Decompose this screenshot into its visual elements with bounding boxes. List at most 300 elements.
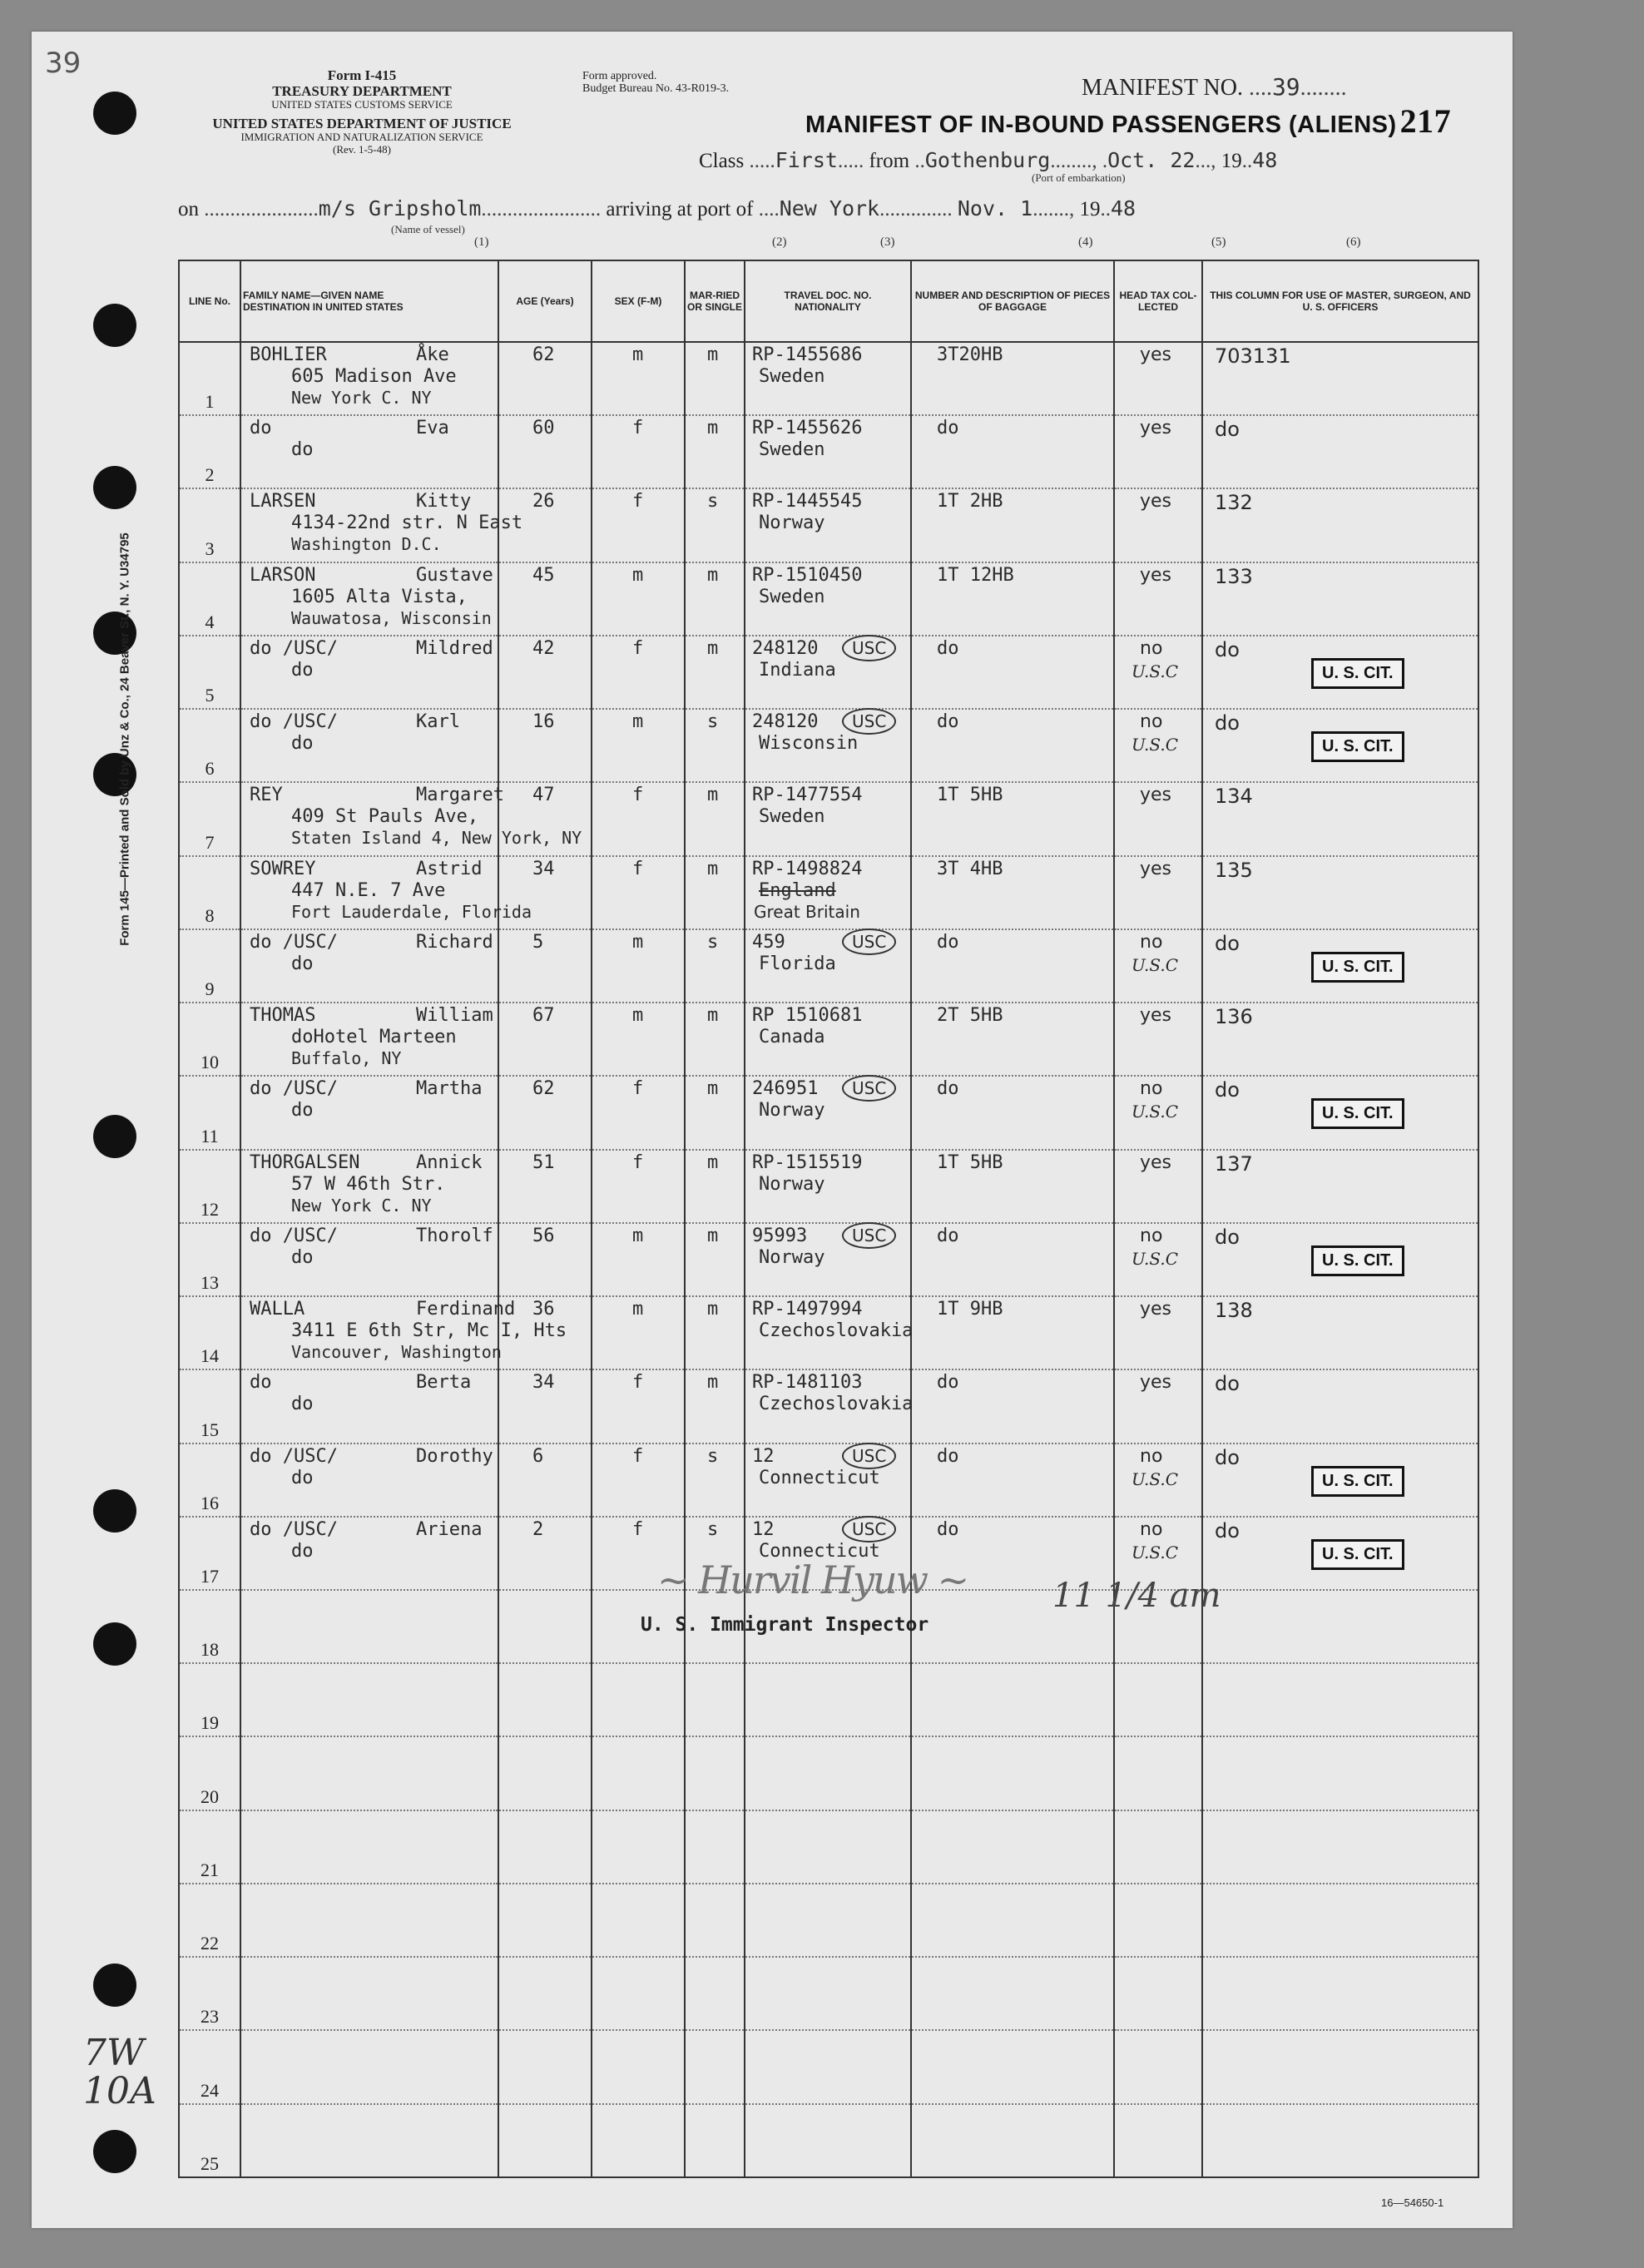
departure-year-prefix: 19	[1221, 150, 1242, 172]
line-number: 11	[201, 1125, 219, 1146]
head-tax-value: no	[1140, 931, 1163, 953]
age-value: 62	[532, 344, 555, 365]
name-destination-cell	[240, 636, 498, 709]
table-row	[179, 1150, 1478, 1223]
name-destination-cell	[240, 2030, 498, 2103]
line-number: 25	[201, 2153, 219, 2174]
head-tax-cell	[1114, 636, 1202, 709]
nationality: Norway	[759, 1173, 825, 1195]
line-number-cell	[179, 1003, 240, 1076]
travel-doc-number: RP-1497994	[752, 1299, 863, 1320]
married-cell	[685, 1369, 745, 1443]
side-printer-imprint: Form 145—Printed and Sold by Unz & Co., 24 Beaver St., N. Y. U34795	[117, 532, 132, 946]
table-row	[179, 415, 1478, 488]
baggage-value: do	[937, 418, 959, 439]
sex-value: f	[632, 637, 644, 659]
col-header-travel-doc: TRAVEL DOC. NO. NATIONALITY	[745, 260, 911, 342]
name-destination-cell	[240, 1076, 498, 1149]
nationality: Florida	[759, 953, 836, 974]
line-number: 24	[201, 2079, 219, 2101]
age-value: 26	[532, 491, 555, 513]
sex-cell	[592, 342, 685, 415]
officer-use-cell	[1202, 1736, 1478, 1810]
officer-value: 703131	[1215, 344, 1291, 368]
usc-circle-mark: USC	[842, 635, 896, 661]
married-cell	[685, 2104, 745, 2177]
given-name: Kitty	[416, 491, 472, 513]
baggage-cell	[911, 1003, 1114, 1076]
line-number-cell	[179, 1076, 240, 1149]
form-approved: Form approved.	[582, 70, 657, 82]
line-number-cell	[179, 636, 240, 709]
age-cell	[498, 1957, 592, 2030]
sex-cell	[592, 1150, 685, 1223]
head-tax-cell	[1114, 782, 1202, 855]
age-cell	[498, 1150, 592, 1223]
married-cell	[685, 1003, 745, 1076]
baggage-value: do	[937, 1445, 959, 1467]
line-number: 23	[201, 2006, 219, 2028]
column-number: (3)	[880, 235, 895, 249]
married-cell	[685, 1736, 745, 1810]
married-cell	[685, 1884, 745, 1957]
sex-cell	[592, 1736, 685, 1810]
sex-value: f	[632, 491, 644, 513]
family-name: BOHLIER	[250, 344, 327, 365]
table-row	[179, 1736, 1478, 1810]
usc-circle-mark: USC	[842, 1516, 896, 1543]
col-header-name: FAMILY NAME—GIVEN NAME DESTINATION IN UNITED STATES	[240, 260, 498, 342]
head-tax-value: no	[1140, 1518, 1163, 1540]
baggage-cell	[911, 1369, 1114, 1443]
line-number-cell	[179, 2104, 240, 2177]
married-cell	[685, 709, 745, 782]
age-cell	[498, 1443, 592, 1517]
line-number: 13	[201, 1272, 219, 1294]
line-number-cell	[179, 342, 240, 415]
table-row	[179, 2104, 1478, 2177]
column-number: (1)	[474, 235, 489, 249]
officer-value: 136	[1215, 1005, 1253, 1029]
table-row	[179, 1443, 1478, 1517]
sex-cell	[592, 562, 685, 636]
usc-circle-mark: USC	[842, 1222, 896, 1249]
head-tax-note: U.S.C	[1131, 661, 1179, 681]
officer-use-cell	[1202, 929, 1478, 1003]
baggage-cell	[911, 1150, 1114, 1223]
line-number: 8	[205, 904, 215, 926]
given-name: Dorothy	[416, 1445, 493, 1467]
age-cell	[498, 342, 592, 415]
sex-cell	[592, 1663, 685, 1736]
destination-line-1: 1605 Alta Vista,	[291, 586, 468, 607]
baggage-cell	[911, 1663, 1114, 1736]
family-name: LARSON	[250, 564, 316, 586]
head-tax-cell	[1114, 2030, 1202, 2103]
family-name: do /USC/	[250, 1078, 338, 1100]
column-number: (5)	[1211, 235, 1226, 249]
family-name: SOWREY	[250, 858, 316, 879]
table-row	[179, 2030, 1478, 2103]
travel-doc-cell	[745, 1663, 911, 1736]
travel-doc-cell	[745, 2104, 911, 2177]
married-cell	[685, 562, 745, 636]
name-destination-cell	[240, 1663, 498, 1736]
head-tax-value: no	[1140, 1225, 1163, 1246]
head-tax-cell	[1114, 2104, 1202, 2177]
destination-line-1: do	[291, 1100, 314, 1122]
col-header-officers: THIS COLUMN FOR USE OF MASTER, SURGEON, AND U. S. OFFICERS	[1202, 260, 1478, 342]
head-tax-note: U.S.C	[1131, 1102, 1179, 1122]
manifest-title-number: 217	[1399, 102, 1452, 140]
travel-doc-cell	[745, 1736, 911, 1810]
sex-value: f	[632, 785, 644, 806]
line-number: 22	[201, 1933, 219, 1954]
baggage-cell	[911, 2030, 1114, 2103]
line-number: 21	[201, 1859, 219, 1880]
head-tax-cell	[1114, 1736, 1202, 1810]
class-line: Class .....First..... from ..Gothenburg........, .Oct. 22..., 19..48	[699, 148, 1278, 172]
head-tax-note: U.S.C	[1131, 735, 1179, 755]
officer-value: do	[1215, 931, 1240, 955]
married-cell	[685, 1223, 745, 1296]
sex-cell	[592, 2030, 685, 2103]
given-name: William	[416, 1005, 493, 1027]
married-value: m	[707, 1151, 719, 1173]
baggage-cell	[911, 1296, 1114, 1369]
head-tax-value: no	[1140, 711, 1163, 733]
family-name: do /USC/	[250, 1518, 338, 1540]
family-name: THORGALSEN	[250, 1151, 360, 1173]
married-cell	[685, 1957, 745, 2030]
age-cell	[498, 562, 592, 636]
travel-doc-cell	[745, 636, 911, 709]
officer-use-cell	[1202, 636, 1478, 709]
married-value: m	[707, 418, 719, 439]
age-value: 47	[532, 785, 555, 806]
destination-line-1: 447 N.E. 7 Ave	[291, 879, 446, 901]
baggage-value: do	[937, 637, 959, 659]
given-name: Åke	[416, 344, 449, 365]
name-destination-cell	[240, 2104, 498, 2177]
line-number: 4	[205, 611, 215, 632]
sex-value: f	[632, 858, 644, 879]
officer-use-cell	[1202, 488, 1478, 562]
travel-doc-cell	[745, 488, 911, 562]
col-header-line: LINE No.	[179, 260, 240, 342]
departure-year: 48	[1252, 148, 1278, 172]
baggage-cell	[911, 342, 1114, 415]
head-tax-cell	[1114, 1296, 1202, 1369]
travel-doc-number: 12	[752, 1518, 775, 1540]
age-cell	[498, 1736, 592, 1810]
baggage-cell	[911, 1810, 1114, 1884]
age-cell	[498, 1810, 592, 1884]
head-tax-note: U.S.C	[1131, 1248, 1179, 1269]
line-number-cell	[179, 1443, 240, 1517]
destination-line-2: Buffalo, NY	[291, 1048, 402, 1069]
officer-use-cell	[1202, 1223, 1478, 1296]
line-number-cell	[179, 1590, 240, 1663]
table-row	[179, 1663, 1478, 1736]
age-value: 56	[532, 1225, 555, 1246]
punch-hole	[93, 1622, 136, 1666]
travel-doc-cell	[745, 1003, 911, 1076]
baggage-cell	[911, 1957, 1114, 2030]
baggage-value: do	[937, 1078, 959, 1100]
officer-use-cell	[1202, 1443, 1478, 1517]
age-cell	[498, 488, 592, 562]
travel-doc-number: 246951	[752, 1078, 819, 1100]
officer-use-cell	[1202, 562, 1478, 636]
destination-line-2: New York C. NY	[291, 1195, 432, 1216]
given-name: Mildred	[416, 637, 493, 659]
destination-line-1: 4134-22nd str. N East	[291, 513, 523, 534]
vessel-caption: (Name of vessel)	[391, 223, 465, 235]
line-number: 2	[205, 464, 215, 486]
baggage-value: do	[937, 711, 959, 733]
sex-cell	[592, 1076, 685, 1149]
age-value: 60	[532, 418, 555, 439]
line-number: 20	[201, 1785, 219, 1807]
given-name: Berta	[416, 1372, 472, 1394]
sex-value: f	[632, 1518, 644, 1540]
nationality: Wisconsin	[759, 733, 859, 755]
given-name: Ferdinand	[416, 1299, 516, 1320]
sex-cell	[592, 415, 685, 488]
from-label: from	[869, 150, 910, 172]
destination-line-2: Fort Lauderdale, Florida	[291, 901, 532, 922]
nationality: Sweden	[759, 439, 825, 461]
married-cell	[685, 342, 745, 415]
age-cell	[498, 782, 592, 855]
age-cell	[498, 1003, 592, 1076]
baggage-cell	[911, 929, 1114, 1003]
name-destination-cell	[240, 1369, 498, 1443]
sex-value: m	[632, 1299, 644, 1320]
nationality: Sweden	[759, 366, 825, 387]
age-cell	[498, 1884, 592, 1957]
head-tax-cell	[1114, 929, 1202, 1003]
married-cell	[685, 1150, 745, 1223]
officer-value: do	[1215, 418, 1240, 442]
travel-doc-cell	[745, 929, 911, 1003]
destination-line-1: 3411 E 6th Str, Mc I, Hts	[291, 1320, 567, 1342]
line-number: 15	[201, 1419, 219, 1440]
baggage-cell	[911, 2104, 1114, 2177]
travel-doc-cell	[745, 1223, 911, 1296]
nationality: Sweden	[759, 806, 825, 828]
officer-value: do	[1215, 1445, 1240, 1469]
officer-value: 133	[1215, 564, 1253, 588]
officer-use-cell	[1202, 2104, 1478, 2177]
travel-doc-number: RP-1498824	[752, 858, 863, 879]
nationality: Norway	[759, 513, 825, 534]
column-number: (4)	[1078, 235, 1093, 249]
destination-line-2: Vancouver, Washington	[291, 1342, 502, 1363]
given-name: Gustave	[416, 564, 493, 586]
baggage-cell	[911, 1076, 1114, 1149]
sex-cell	[592, 636, 685, 709]
travel-doc-number: 248120	[752, 711, 819, 733]
baggage-value: 1T 12HB	[937, 564, 1014, 586]
officer-value: do	[1215, 637, 1240, 661]
arriving-label: arriving at port of	[606, 198, 754, 220]
sex-cell	[592, 1810, 685, 1884]
ins-agency: IMMIGRATION AND NATURALIZATION SERVICE	[240, 131, 483, 144]
line-number-cell	[179, 782, 240, 855]
destination-line-1: do	[291, 1246, 314, 1268]
married-value: m	[707, 564, 719, 586]
officer-use-cell	[1202, 709, 1478, 782]
class-value: First	[775, 148, 838, 172]
given-name: Thorolf	[416, 1225, 493, 1246]
sex-cell	[592, 929, 685, 1003]
sex-cell	[592, 1369, 685, 1443]
travel-doc-number: RP-1481103	[752, 1372, 863, 1394]
head-tax-cell	[1114, 562, 1202, 636]
married-value: m	[707, 1005, 719, 1027]
officer-use-cell	[1202, 1369, 1478, 1443]
form-approval	[582, 70, 729, 96]
arrival-date: Nov. 1	[957, 196, 1033, 220]
name-destination-cell	[240, 1957, 498, 2030]
travel-doc-cell	[745, 2030, 911, 2103]
travel-doc-cell	[745, 1884, 911, 1957]
destination-line-2: Washington D.C.	[291, 534, 442, 555]
head-tax-cell	[1114, 415, 1202, 488]
line-number: 5	[205, 685, 215, 706]
us-citizen-stamp: U. S. CIT.	[1311, 1098, 1404, 1129]
name-destination-cell	[240, 342, 498, 415]
nationality: Czechoslovakia	[759, 1320, 914, 1342]
head-tax-cell	[1114, 342, 1202, 415]
nationality: Sweden	[759, 586, 825, 607]
travel-doc-number: RP 1510681	[752, 1005, 863, 1027]
age-cell	[498, 415, 592, 488]
baggage-cell	[911, 1223, 1114, 1296]
age-value: 34	[532, 1372, 555, 1394]
baggage-value: 1T 9HB	[937, 1299, 1003, 1320]
sex-value: f	[632, 1151, 644, 1173]
age-cell	[498, 1590, 592, 1663]
nationality-correction: Great Britain	[754, 901, 860, 922]
age-value: 51	[532, 1151, 555, 1173]
sex-value: m	[632, 564, 644, 586]
baggage-cell	[911, 782, 1114, 855]
table-row	[179, 1003, 1478, 1076]
officer-value: 137	[1215, 1151, 1253, 1176]
age-value: 5	[532, 931, 544, 953]
line-number-cell	[179, 1884, 240, 1957]
baggage-value: 2T 5HB	[937, 1005, 1003, 1027]
age-value: 45	[532, 564, 555, 586]
footer-code: 16—54650-1	[1381, 2196, 1444, 2209]
travel-doc-cell	[745, 1369, 914, 1443]
destination-line-1: 409 St Pauls Ave,	[291, 806, 479, 828]
line-number: 17	[201, 1565, 219, 1587]
treasury-dept: TREASURY DEPARTMENT	[272, 82, 452, 99]
married-value: s	[707, 491, 719, 513]
family-name: do /USC/	[250, 1445, 338, 1467]
married-cell	[685, 1076, 745, 1149]
travel-doc-number: RP-1515519	[752, 1151, 863, 1173]
age-value: 34	[532, 858, 555, 879]
married-value: m	[707, 858, 719, 879]
destination-line-1: doHotel Marteen	[291, 1027, 457, 1048]
married-cell	[685, 1296, 745, 1369]
form-revision: (Rev. 1-5-48)	[333, 142, 391, 156]
head-tax-cell	[1114, 709, 1202, 782]
line-number-cell	[179, 1223, 240, 1296]
table-row	[179, 636, 1478, 709]
punch-hole	[93, 1115, 136, 1158]
line-number: 19	[201, 1712, 219, 1734]
officer-use-cell	[1202, 856, 1478, 929]
vessel-name: m/s Gripsholm	[318, 196, 482, 220]
punch-hole	[93, 1489, 136, 1533]
travel-doc-number: RP-1510450	[752, 564, 863, 586]
destination-line-1: do	[291, 1394, 314, 1415]
passenger-table	[178, 260, 1479, 2178]
married-cell	[685, 1663, 745, 1736]
officer-value: do	[1215, 1518, 1240, 1543]
travel-doc-number: RP-1477554	[752, 785, 863, 806]
sex-value: m	[632, 1225, 644, 1246]
travel-doc-cell	[745, 709, 911, 782]
baggage-cell	[911, 415, 1114, 488]
col-header-married: MAR-RIED OR SINGLE	[685, 260, 745, 342]
col-header-age: AGE (Years)	[498, 260, 592, 342]
name-destination-cell	[240, 415, 498, 488]
travel-doc-number: RP-1455686	[752, 344, 863, 365]
line-number-cell	[179, 562, 240, 636]
officer-value: 132	[1215, 491, 1253, 515]
baggage-value: do	[937, 1372, 959, 1394]
baggage-cell	[911, 1736, 1114, 1810]
baggage-cell	[911, 488, 1114, 562]
baggage-cell	[911, 1884, 1114, 1957]
destination-line-1: do	[291, 439, 314, 461]
nationality: Czechoslovakia	[759, 1394, 914, 1415]
destination-line-2: Staten Island 4, New York, NY	[291, 828, 582, 849]
travel-doc-number: RP-1445545	[752, 491, 863, 513]
baggage-cell	[911, 709, 1114, 782]
baggage-value: 3T20HB	[937, 344, 1003, 365]
family-name: do	[250, 418, 272, 439]
destination-line-1: do	[291, 1467, 314, 1488]
officer-value: 138	[1215, 1299, 1253, 1323]
officer-value: 134	[1215, 785, 1253, 809]
usc-circle-mark: USC	[842, 1075, 896, 1102]
married-cell	[685, 1443, 745, 1517]
head-tax-value: yes	[1140, 858, 1172, 879]
age-cell	[498, 636, 592, 709]
head-tax-cell	[1114, 1150, 1202, 1223]
from-port: Gothenburg	[924, 148, 1051, 172]
family-name: do /USC/	[250, 931, 338, 953]
line-number-cell	[179, 1957, 240, 2030]
married-cell	[685, 636, 745, 709]
given-name: Richard	[416, 931, 493, 953]
nationality: Connecticut	[759, 1467, 880, 1488]
officer-use-cell	[1202, 1957, 1478, 2030]
table-row	[179, 1296, 1478, 1369]
usc-circle-mark: USC	[842, 708, 896, 735]
head-tax-note: U.S.C	[1131, 1542, 1179, 1562]
travel-doc-number: 459	[752, 931, 785, 953]
sex-cell	[592, 782, 685, 855]
